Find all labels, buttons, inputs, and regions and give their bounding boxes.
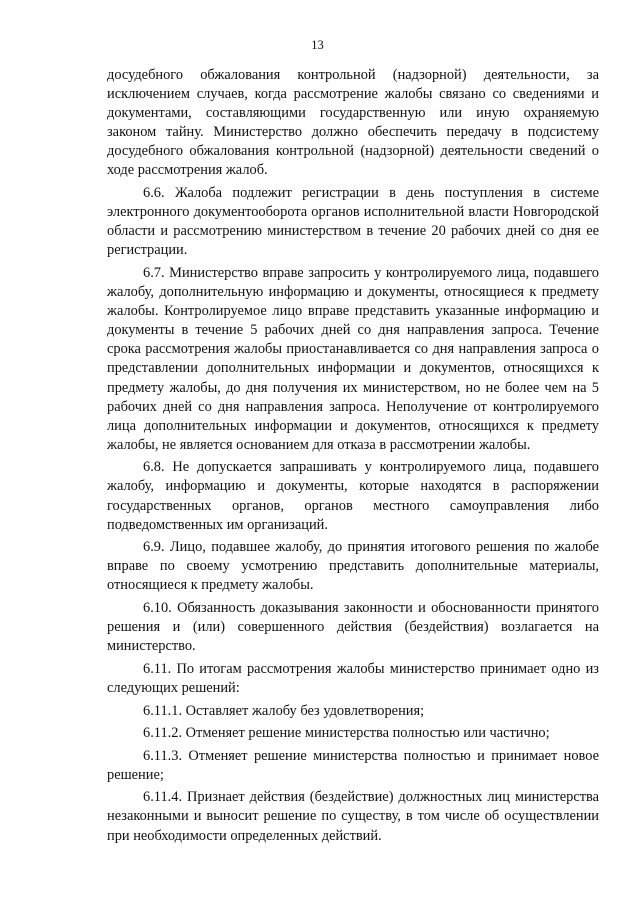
paragraph-6-8: 6.8. Не допускается запрашивать у контролируемого лица, подавшего жалобу, информацию и документы, которые находятся в распоряжении государственных органов, органов местного самоуправления либо подведомственных им организаций. [107, 459, 599, 533]
paragraph-6-6: 6.6. Жалоба подлежит регистрации в день поступления в системе электронного документооборота органов исполнительной власти Новгородской области и рассмотрению министерством в течение 20 рабочих дней со дня ее регистрации. [107, 185, 599, 259]
paragraph-continuation: досудебного обжалования контрольной (надзорной) деятельности, за исключением случаев, когда рассмотрение жалобы связано со сведениями и документами, составляющими государственную или иную охраняемую законом тайну. Министерство должно обеспечить передачу в подсистему досудебного обжалования контрольной (надзорной) деятельности сведений о ходе рассмотрения жалоб. [107, 67, 599, 179]
paragraph-6-11-2: 6.11.2. Отменяет решение министерства полностью или частично; [143, 725, 550, 742]
paragraph-6-11-3: 6.11.3. Отменяет решение министерства полностью и принимает новое решение; [107, 747, 599, 783]
document-body [107, 66, 599, 846]
paragraph-6-9: 6.9. Лицо, подавшее жалобу, до принятия итогового решения по жалобе вправе по своему усмотрению представить дополнительные материалы, относящиеся к предмету жалобы. [107, 539, 599, 594]
paragraph-6-11-4: 6.11.4. Признает действия (бездействие) должностных лиц министерства незаконными и выносит решение по существу, в том числе об осуществлении при необходимости определенных действий. [107, 789, 599, 844]
page-number: 13 [311, 38, 324, 52]
paragraph-6-11: 6.11. По итогам рассмотрения жалобы министерство принимает одно из следующих решений: [107, 660, 599, 696]
paragraph-6-10: 6.10. Обязанность доказывания законности и обоснованности принятого решения и (или) совершенного действия (бездействия) возлагается на министерство. [107, 600, 599, 655]
paragraph-6-11-1: 6.11.1. Оставляет жалобу без удовлетворения; [143, 702, 425, 719]
paragraph-6-7: 6.7. Министерство вправе запросить у контролируемого лица, подавшего жалобу, дополнительную информацию и документы, относящиеся к предмету жалобы. Контролируемое лицо вправе представить указанные информацию и документы в течение 5 рабочих дней со дня направления запроса. Течение срока рассмотрения жалобы приостанавливается со дня направления запроса о представлении дополнительных информации и документов, относящихся к предмету жалобы, до дня получения их министерством, но не более чем на 5 рабочих дней со дня направления запроса. Неполучение от контролируемого лица дополнительных информации и документов, относящихся к предмету жалобы, не является основанием для отказа в рассмотрении жалобы. [107, 264, 599, 453]
